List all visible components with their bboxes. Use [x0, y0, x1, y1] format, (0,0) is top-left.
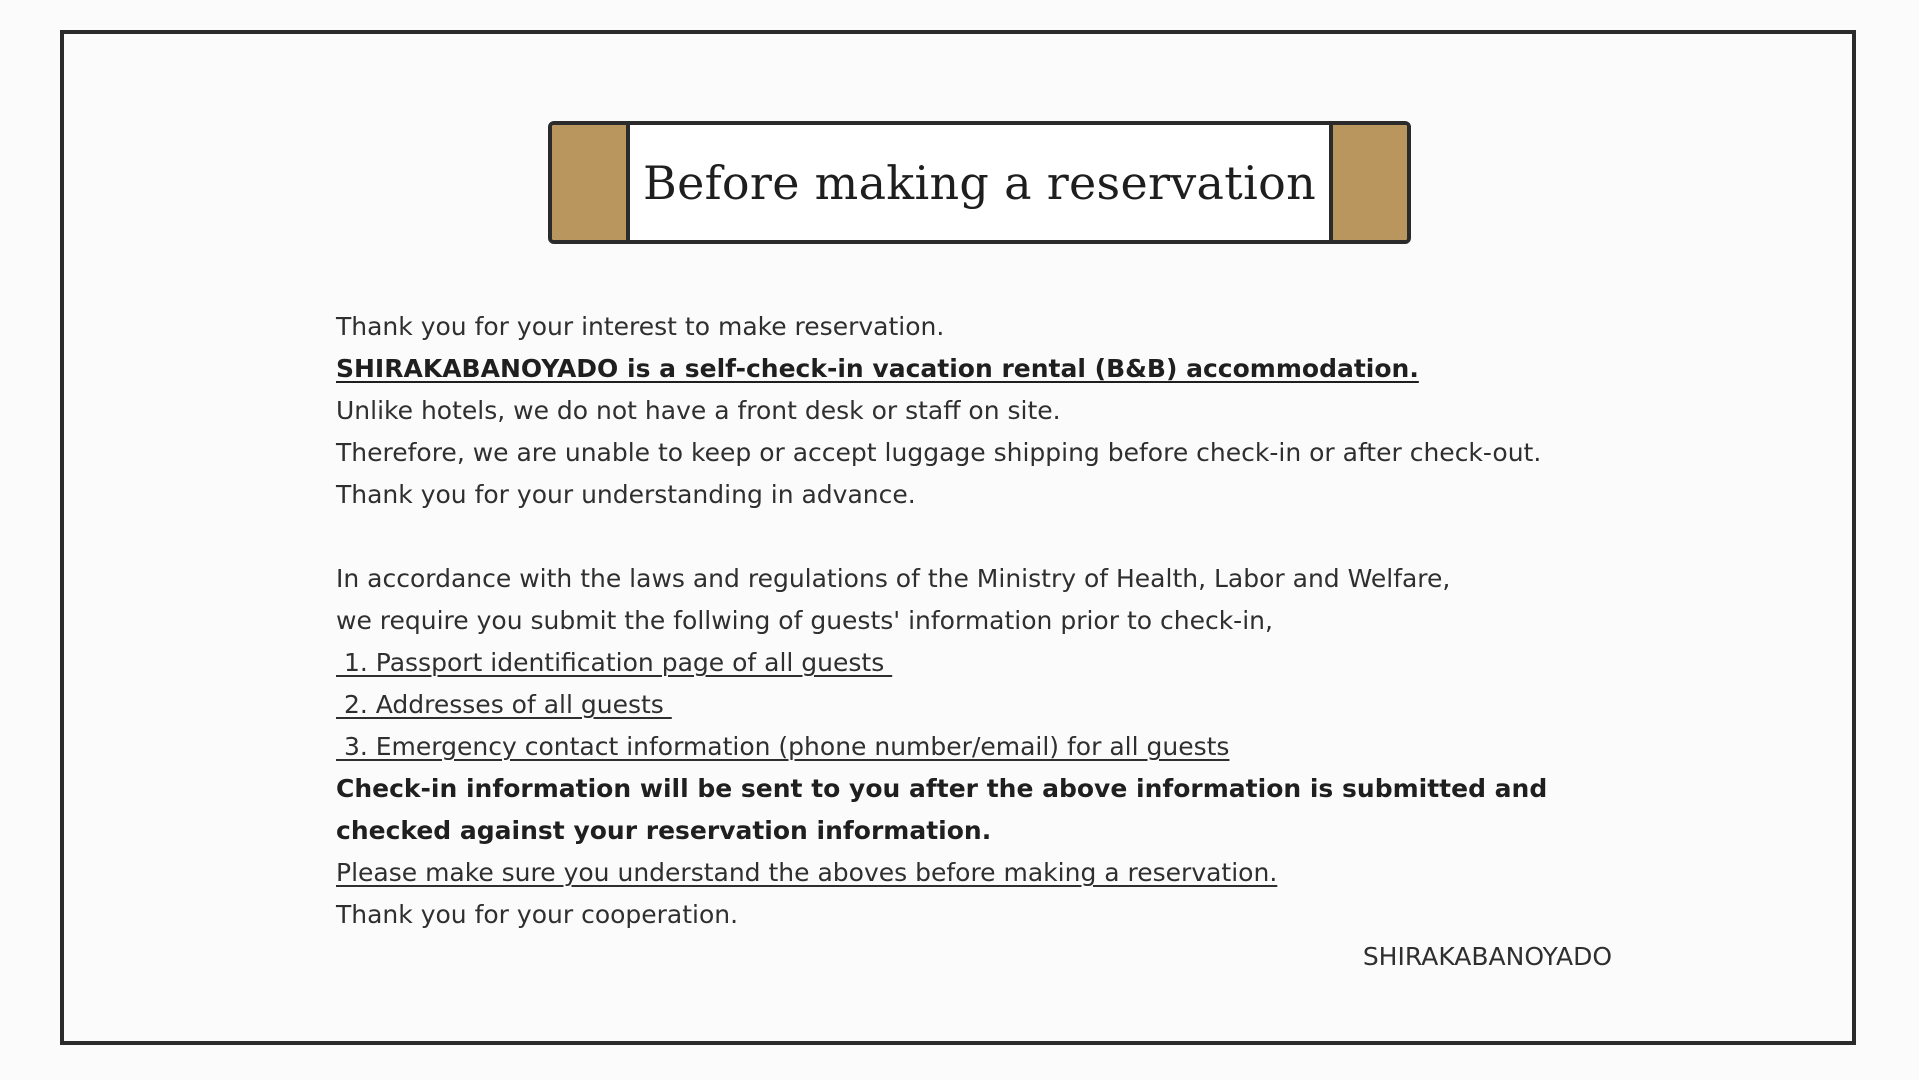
understanding-line: Thank you for your understanding in advance. [336, 480, 916, 509]
requirement-addresses: 2. Addresses of all guests [336, 690, 672, 719]
notice-body [336, 306, 1616, 978]
understand-notice: Please make sure you understand the aboves before making a reservation. [336, 858, 1278, 887]
thank-you-line: Thank you for your interest to make reservation. [336, 312, 945, 341]
luggage-policy-line: Therefore, we are unable to keep or accept luggage shipping before check-in or after check-out. [336, 438, 1542, 467]
regulation-line: In accordance with the laws and regulations of the Ministry of Health, Labor and Welfare, [336, 564, 1451, 593]
requirement-passport: 1. Passport identification page of all guests [336, 648, 893, 677]
paragraph-gap [336, 516, 1616, 558]
self-checkin-statement: SHIRAKABANOYADO is a self-check-in vacation rental (B&B) accommodation. [336, 354, 1419, 383]
requirement-emergency-contact: 3. Emergency contact information (phone number/email) for all guests [336, 732, 1230, 761]
signature: SHIRAKABANOYADO [1362, 942, 1612, 971]
no-front-desk-line: Unlike hotels, we do not have a front desk or staff on site. [336, 396, 1061, 425]
page-title: Before making a reservation [642, 155, 1316, 210]
banner-left-accent [552, 125, 630, 240]
title-banner [548, 121, 1411, 244]
checkin-notice: Check-in information will be sent to you after the above information is submitted and checked against your reservation information. [336, 774, 1548, 845]
info-request-line: we require you submit the follwing of guests' information prior to check-in, [336, 606, 1273, 635]
closing-line: Thank you for your cooperation. [336, 900, 739, 929]
banner-right-accent [1329, 125, 1407, 240]
